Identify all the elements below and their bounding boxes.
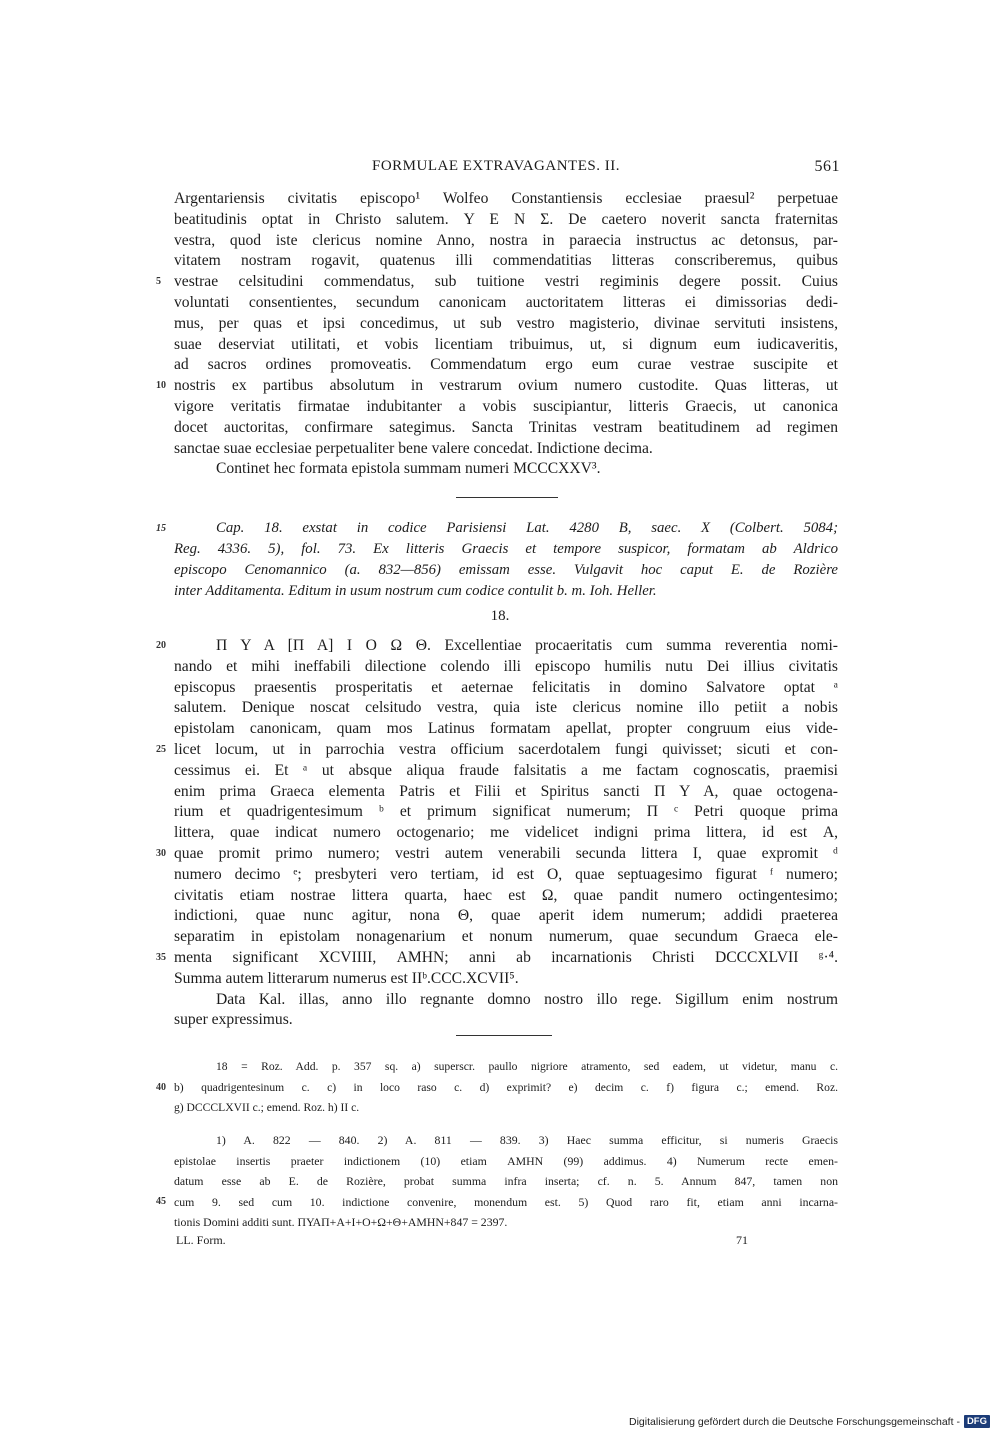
footnote-line: epistolae insertis praeter indictionem (10) etiam ΑΜΗΝ (99) addimus. 4) Numerum recte emen- — [174, 1153, 838, 1168]
signature-mark: LL. Form. — [176, 1233, 226, 1247]
text-line: Reg. 4336. 5), fol. 73. Ex litteris Graecis et tempore suspicor, formatam ab Aldrico — [174, 541, 838, 557]
text-line: quae promit primo numero; vestri autem venerabili secunda littera Ι, quae expromit ᵈ — [174, 844, 838, 862]
formula-text-1 — [156, 189, 838, 480]
text-line: episcopo Cenomannico (a. 832—856) emissam esse. Vulgavit hoc caput E. de Rozière — [174, 562, 838, 578]
formula-text-2 — [156, 636, 838, 1031]
page-number: 561 — [814, 158, 840, 175]
text-line-wrap — [156, 1078, 838, 1099]
text-line-wrap — [156, 518, 838, 539]
section-divider — [456, 1035, 552, 1036]
text-line: Cap. 18. exstat in codice Parisiensi Lat. 4280 B, saec. X (Colbert. 5084; — [216, 520, 838, 536]
text-line: rium et quadrigentesimum ᵇ et primum significat numerum; Π ᶜ Petri quoque prima — [174, 803, 838, 821]
text-line-wrap — [156, 376, 838, 397]
text-line: licet locum, ut in parrochia vestra officium sacerdotalem fungi quivisset; sicuti et con- — [174, 740, 838, 758]
footnote-line: cum 9. sed cum 10. indictione convenire, monendum est. 5) Quod raro fit, etiam anni incarna- — [174, 1194, 838, 1209]
note-line: 18 = Roz. Add. p. 357 sq. a) superscr. paullo nigriore atramento, sed eadem, ut videtur, manu c. — [216, 1060, 838, 1073]
note-line: b) quadrigentesinum c. c) in loco raso c. d) exprimit? e) decim c. f) figura c.; emend. Roz. — [174, 1080, 838, 1094]
text-line: Data Kal. illas, anno illo regnante domno nostro illo rege. Sigillum enim nostrum — [216, 990, 838, 1008]
line-number: 40 — [156, 1081, 166, 1093]
section-divider — [456, 497, 558, 498]
running-title: FORMULAE EXTRAVAGANTES. II. — [372, 158, 620, 174]
text-line-wrap — [156, 636, 838, 657]
text-line: littera, quae indicat numero octogenario; me videlicet indigni prima littera, id est Α, — [174, 824, 838, 842]
chapter-intro — [156, 518, 838, 602]
text-line: ad sacros ordines promoveatis. Commendatum ergo eum curae vestrae suscipite et — [174, 356, 838, 374]
line-number: 20 — [156, 640, 166, 651]
line-number: 30 — [156, 847, 166, 859]
footnote-line: 1) A. 822 — 840. 2) A. 811 — 839. 3) Haec summa efficitur, si numeris Graecis — [216, 1133, 838, 1147]
text-line: Continet hec formata epistola summam numeri MCCCXXV³. — [216, 460, 601, 478]
text-line-wrap — [156, 740, 838, 761]
footnote-line: datum esse ab E. de Rozière, probat summa infra inserta; cf. n. 5. Annum 847, tamen non — [174, 1174, 838, 1188]
footnotes — [156, 1130, 838, 1233]
text-line: civitatis etiam nostrae littera quarta, haec est Ω, quae pandit numero octingentesimo; — [174, 886, 838, 904]
text-line: nando et mihi ineffabili dilectione colendo illi episcopo humilis nutu Dei illius civitatis — [174, 657, 838, 675]
text-line: inter Additamenta. Editum in usum nostrum cum codice contulit b. m. Ioh. Heller. — [174, 583, 657, 599]
text-line: enim prima Graeca elementa Patris et Filii et Spiritus sancti Π Υ Α, quae octogena- — [174, 782, 838, 800]
text-line: separatim in epistolam nonagenarium et nonum numerum, quae secundum Graeca ele- — [174, 928, 838, 946]
text-line: vitatem nostram rogavit, quatenus illi commendatitias litteras conscriberemus, quibus — [174, 252, 838, 270]
dfg-logo: DFG — [964, 1415, 990, 1428]
footnote-line: tionis Domini additi sunt. ΠΥΑΠ+Α+Ι+Ο+Ω+Θ+ΑΜΗΝ+847 = 2397. — [174, 1215, 508, 1229]
text-line: menta significant XCVIIII, ΑΜΗΝ; anni ab incarnationis Christi DCCCXLVII ᵍ·⁴. — [174, 948, 838, 966]
line-number: 10 — [156, 380, 166, 392]
text-line: beatitudinis optat in Christo salutem. Υ Ε Ν Σ. De caetero noverit sancta fraternitas — [174, 210, 838, 228]
text-line: voluntati consentientes, secundum canonicam auctoritatem litteras ei dimissorias dedi- — [174, 293, 838, 311]
text-line-wrap — [156, 1192, 838, 1213]
text-line: vestra, quod iste clericus nomine Anno, nostra in paraecia instructus ac detonsus, par- — [174, 231, 838, 249]
text-line: nostris ex partibus absolutum in vestrarum ovium numero custodite. Quas litteras, ut — [174, 377, 838, 395]
text-line: indictioni, quae nunc agitur, nona Θ, quae aperit idem numerum; addidi praeterea — [174, 907, 838, 925]
text-line: vigore veritatis firmatae indubitanter a vobis suscipiantur, litteris Graecis, ut canonica — [174, 397, 838, 415]
text-line: Summa autem litterarum numerus est IIᵇ.CCC.XCVII⁵. — [174, 969, 519, 987]
digitization-banner — [629, 1415, 990, 1428]
text-line: mus, per quas et ipsi concedimus, ut sub vestro magisterio, divinae servituti insistens, — [174, 314, 838, 332]
line-number: 15 — [156, 523, 166, 534]
running-header — [174, 158, 840, 180]
sheet-number: 71 — [736, 1233, 748, 1247]
text-line: super expressimus. — [174, 1011, 293, 1029]
text-line-wrap — [156, 844, 838, 865]
line-number: 5 — [156, 276, 161, 288]
text-line-wrap — [156, 272, 838, 293]
text-line: vestrae celsitudini commendatus, sub tuitione vestri regiminis degere possit. Cuius — [174, 273, 838, 291]
line-number: 45 — [156, 1195, 166, 1207]
line-number: 35 — [156, 951, 166, 963]
line-number: 25 — [156, 743, 166, 755]
text-line: episcopus praesentis prosperitatis et aeternae felicitatis in domino Salvatore optat ᵃ — [174, 678, 838, 696]
text-line: sanctae suae ecclesiae perpetualiter bene valere concedat. Indictione decima. — [174, 439, 653, 457]
banner-text: Digitalisierung gefördert durch die Deutsche Forschungsgemeinschaft - — [629, 1415, 960, 1428]
text-line: Π Υ Α [Π Α] Ι Ο Ω Θ. Excellentiae procaeritatis cum summa reverentia nomi- — [216, 637, 838, 654]
text-line: epistolam canonicam, quam mos Latinus formatam apellat, propter congruum eius vide- — [174, 720, 838, 738]
text-line: suae deserviat utilitati, et vobis licentiam tribuimus, ut, si dignum eum iudicaveritis, — [174, 335, 838, 353]
text-line-wrap — [156, 948, 838, 969]
chapter-number: 18. — [490, 608, 510, 624]
text-line: docet auctoritas, confirmare sategimus. Sancta Trinitas vestram beatitudinem ad regimen — [174, 418, 838, 436]
text-line: salutem. Denique noscat celsitudo vestra, quia iste clericus nomine illo petiit a nobis — [174, 699, 838, 717]
text-line: numero decimo ᵉ; presbyteri vero tertiam, id est O, quae septuagesimo figurat ᶠ numero; — [174, 865, 838, 883]
critical-apparatus — [156, 1057, 838, 1119]
text-line: Argentariensis civitatis episcopo¹ Wolfeo Constantiensis ecclesiae praesul² perpetuae — [174, 190, 838, 207]
note-line: g) DCCCLXVII c.; emend. Roz. h) II c. — [174, 1101, 360, 1114]
text-line: cessimus ei. Et ᵃ ut absque aliqua fraude falsitatis a me factam cognoscatis, praemisi — [174, 761, 838, 779]
